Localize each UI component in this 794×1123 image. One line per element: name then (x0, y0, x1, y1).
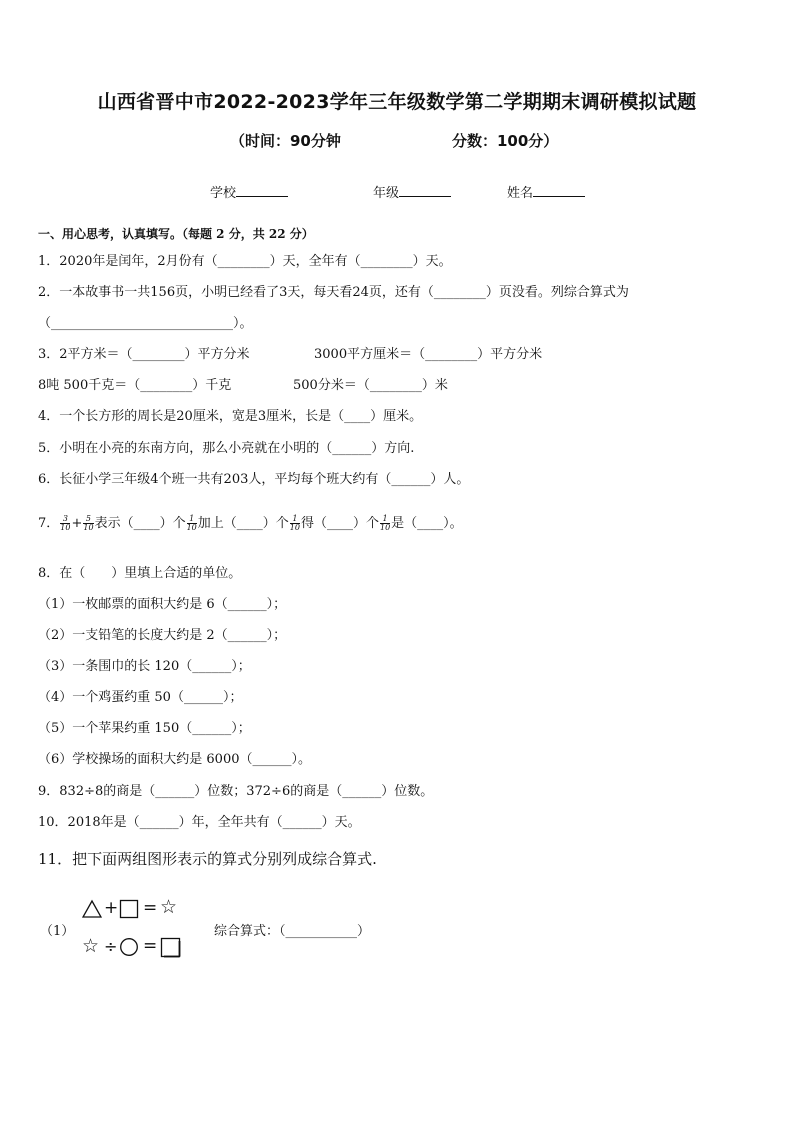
fraction: $\frac{5}{10}$ (83, 514, 94, 532)
question-8: 8．在（ ）里填上合适的单位。 (38, 566, 242, 581)
fraction: $\frac{1}{10}$ (186, 514, 197, 532)
question-2: 2．一本故事书一共156页，小明已经看了3天，每天看24页，还有（________）页没看。列综合算式为 (38, 285, 629, 300)
divide-sign: ÷ (104, 937, 118, 956)
fraction: $\frac{1}{10}$ (289, 514, 300, 532)
q7-text-2: 加上（____）个 (197, 516, 289, 531)
star-icon: ☆ (82, 935, 100, 957)
question-11: 11．把下面两组图形表示的算式分别列成综合算式. (38, 850, 377, 868)
section-heading: 一、用心思考，认真填写。（每题 2 分，共 22 分） (38, 227, 314, 241)
equals-sign: = (143, 936, 158, 956)
q7-text-3: 得（____）个 (300, 516, 379, 531)
question-8-2: （2）一支铅笔的长度大约是 2（______）； (38, 628, 287, 643)
question-5: 5．小明在小亮的东南方向，那么小亮就在小明的（______）方向. (38, 441, 415, 456)
fraction: $\frac{3}{10}$ (60, 514, 71, 532)
name-blank[interactable] (533, 184, 585, 197)
school-blank[interactable] (236, 184, 288, 197)
question-3-a: 3．2平方米＝（________）平方分米 (38, 347, 250, 362)
name-field (507, 182, 585, 201)
equals-sign: = (143, 898, 158, 918)
plus-sign: + (104, 898, 119, 918)
question-10: 10．2018年是（______）年，全年共有（______）天。 (38, 815, 361, 830)
circle-icon (119, 937, 139, 957)
question-8-6: （6）学校操场的面积大约是 6000（______）。 (38, 752, 311, 767)
q7-plus: + (71, 516, 83, 531)
question-9: 9．832÷8的商是（______）位数；372÷6的商是（______）位数。 (38, 784, 434, 799)
question-2-answer: （____________________________）。 (38, 316, 253, 331)
question-3-c: 8吨 500千克＝（________）千克 (38, 378, 232, 393)
grade-field (373, 182, 451, 201)
fraction: $\frac{1}{10}$ (379, 514, 391, 532)
school-label: 学校 (210, 186, 237, 201)
question-4: 4．一个长方形的周长是20厘米，宽是3厘米，长是（____）厘米。 (38, 409, 423, 424)
page-title: 山西省晋中市2022-2023学年三年级数学第二学期期末调研模拟试题 (97, 91, 697, 113)
q11-1-label: （1） (40, 924, 75, 939)
q7-text-1: 表示（____）个 (94, 516, 186, 531)
question-8-5: （5）一个苹果约重 150（______）； (38, 721, 251, 736)
question-1: 1．2020年是闰年，2月份有（________）天，全年有（________）天。 (38, 254, 452, 269)
exam-time: （时间：90分钟 (230, 132, 341, 150)
q7-text-4: 是（____）。 (391, 516, 463, 531)
question-6: 6．长征小学三年级4个班一共有203人，平均每个班大约有（______）人。 (38, 472, 470, 487)
question-3-b: 3000平方厘米＝（________）平方分米 (314, 347, 543, 362)
q7-prefix: 7． (38, 516, 60, 531)
grade-label: 年级 (373, 186, 400, 201)
exam-score: 分数：100分） (452, 132, 559, 150)
q11-1-answer: 综合算式：（___________） (214, 924, 371, 939)
square-icon (160, 937, 181, 958)
question-8-3: （3）一条围巾的长 120（______）； (38, 659, 251, 674)
triangle-icon (82, 899, 102, 919)
grade-blank[interactable] (399, 184, 451, 197)
question-8-4: （4）一个鸡蛋约重 50（______）； (38, 690, 243, 705)
question-3-d: 500分米＝（________）米 (293, 378, 448, 393)
square-icon (119, 899, 139, 919)
name-label: 姓名 (507, 186, 534, 201)
star-icon: ☆ (160, 896, 178, 918)
question-7 (38, 512, 463, 532)
question-8-1: （1）一枚邮票的面积大约是 6（______）； (38, 597, 287, 612)
school-field (210, 182, 288, 201)
